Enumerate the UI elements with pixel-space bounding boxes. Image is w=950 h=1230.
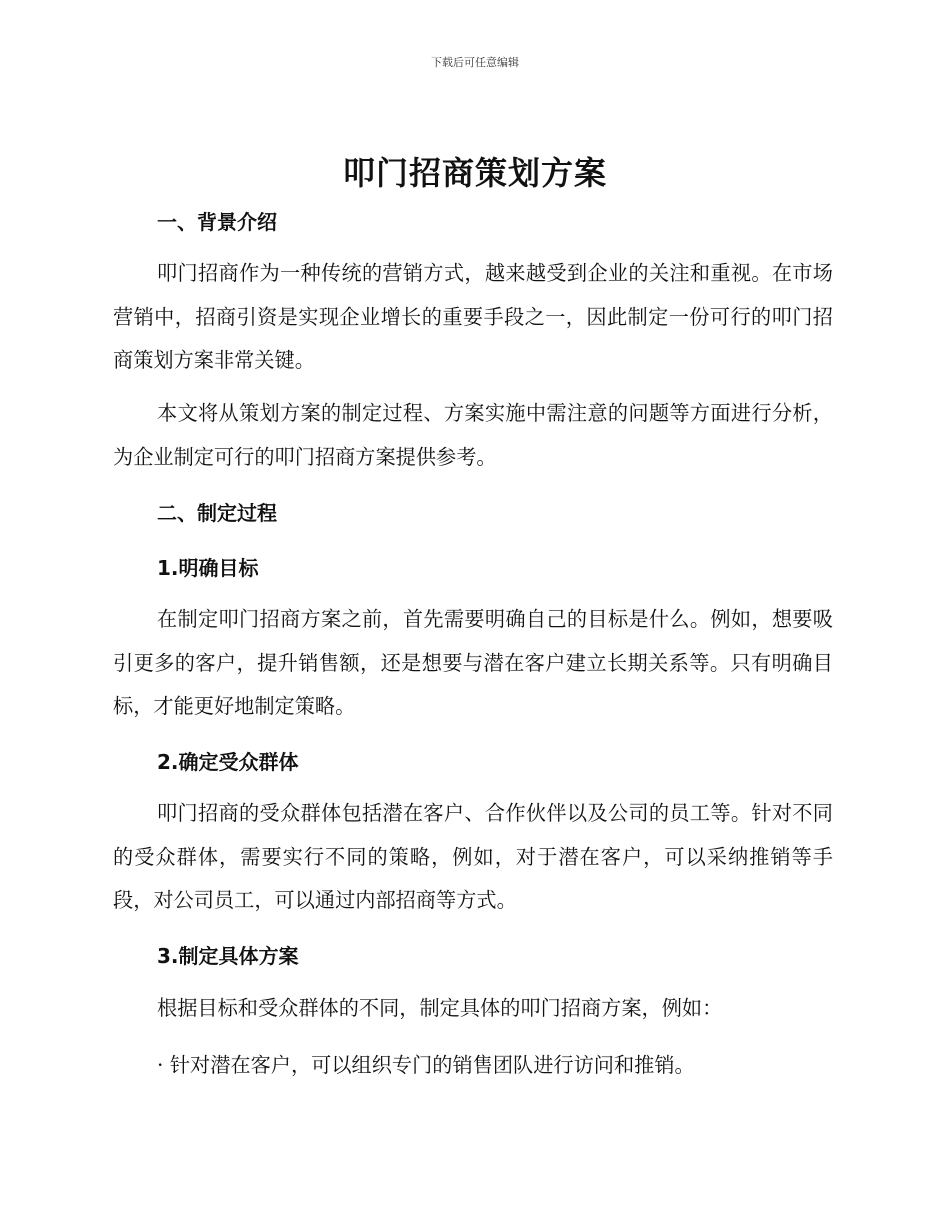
header-note: 下载后可任意编辑	[431, 56, 519, 69]
paragraph-specific-plan: 根据目标和受众群体的不同，制定具体的叩门招商方案，例如：	[157, 996, 723, 1020]
subheading-specific-plan: 3.制定具体方案	[157, 944, 299, 968]
section-heading-background: 一、背景介绍	[157, 210, 277, 234]
paragraph-audience: 叩门招商的受众群体包括潜在客户、合作伙伴以及公司的员工等。针对不同的受众群体，需要实行不同的策略，例如，对于潜在客户，可以采纳推销等手段，对公司员工，可以通过内部招商等方式。	[113, 801, 833, 912]
subheading-audience: 2.确定受众群体	[157, 750, 299, 774]
section-heading-process: 二、制定过程	[157, 501, 277, 525]
document-title: 叩门招商策划方案	[342, 154, 607, 192]
paragraph-background-2: 本文将从策划方案的制定过程、方案实施中需注意的问题等方面进行分析，为企业制定可行的叩门招商方案提供参考。	[113, 401, 833, 469]
subheading-clear-goal: 1.明确目标	[157, 556, 259, 580]
paragraph-clear-goal: 在制定叩门招商方案之前，首先需要明确自己的目标是什么。例如，想要吸引更多的客户，提升销售额，还是想要与潜在客户建立长期关系等。只有明确目标，才能更好地制定策略。	[113, 607, 833, 718]
list-item-bullet-1: · 针对潜在客户，可以组织专门的销售团队进行访问和推销。	[157, 1053, 695, 1077]
paragraph-background-1: 叩门招商作为一种传统的营销方式，越来越受到企业的关注和重视。在市场营销中，招商引资是实现企业增长的重要手段之一，因此制定一份可行的叩门招商策划方案非常关键。	[113, 261, 833, 372]
